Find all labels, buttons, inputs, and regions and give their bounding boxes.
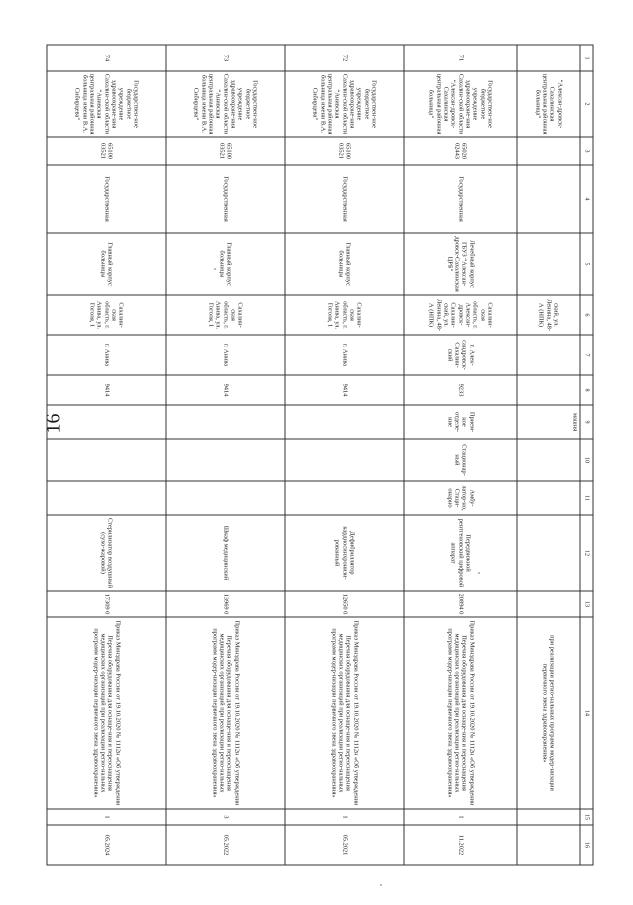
building: Лечебный корпус ГБУЗ “Алексан-дровск-Сахалинская ЦРБ” <box>404 233 517 295</box>
address: Сахалин-ская область, г. Алексан-дровск-Сахалин-ский, ул. Ленина, 48-А (НПК) <box>404 295 517 335</box>
care-form: Амбу-латор-но, Стаци-онарно <box>404 481 517 515</box>
col-header: 7 <box>580 335 593 375</box>
care-type <box>166 439 285 481</box>
price: 13969 0 <box>166 591 285 617</box>
equipment: Шкаф медицинский <box>166 515 285 591</box>
price: 12650 0 <box>285 591 404 617</box>
table-row <box>47 45 166 865</box>
col-header: 12 <box>580 515 593 591</box>
col-header: 13 <box>580 591 593 617</box>
table-row <box>166 45 285 865</box>
col-header: 3 <box>580 137 593 165</box>
building: Главный корпус больницы <box>166 233 285 295</box>
equipment-table <box>47 45 594 866</box>
col-header: 15 <box>580 809 593 825</box>
basis: Приказ Минздрава России от 19.10.2020 № 1112н «Об утверждении Перечня оборудования для оснаще-ния и переоснащения медицинских организаций при реализации регио-нальных программ модер-низации первичного звена здравоохранения» <box>47 617 166 809</box>
col-header: 1 <box>580 45 593 71</box>
building: Главный корпус больницы <box>285 233 404 295</box>
ownership: Государственная <box>166 165 285 233</box>
price: 17309 0 <box>47 591 166 617</box>
oktmo: 9233 <box>404 375 517 405</box>
basis: Приказ Минздрава России от 19.10.2020 № 1112н «Об утверждении Перечня оборудования для оснаще-ния и переоснащения медицинских организаций при реализации регио-нальных программ модер-низации первичного звена здравоохранения» <box>404 617 517 809</box>
scan-speck <box>478 572 480 574</box>
city: г. Анива <box>166 335 285 375</box>
org-code: 65020 02443 <box>404 137 517 165</box>
date: 05.2022 <box>166 825 285 865</box>
row-number: 72 <box>285 45 404 71</box>
department: Прием-ное отделе-ние <box>404 405 517 439</box>
col-header: 8 <box>580 375 593 405</box>
continuation-row <box>517 45 580 865</box>
col-header: 9 <box>580 405 593 439</box>
basis: Приказ Минздрава России от 19.10.2020 № 1112н «Об утверждении Перечня оборудования для оснаще-ния и переоснащения медицинских организаций при реализации регио-нальных программ модер-низации первичного звена здравоохранения» <box>166 617 285 809</box>
organization: Государствен-ное бюджетное учреждение здравоохране-ния Сахалин-ской области “Анивская центральная районная больница имени В.А. Сибирцева” <box>47 71 166 137</box>
date: 11.2022 <box>404 825 517 865</box>
city: г. Алек-сандровск-Сахалин-ский <box>404 335 517 375</box>
oktmo: 9414 <box>47 375 166 405</box>
organization: Государствен-ное бюджетное учреждение здравоохране-ния Сахалин-ской области “Анивская центральная районная больница имени В.А. Сибирцева” <box>166 71 285 137</box>
col-header: 5 <box>580 233 593 295</box>
scan-speck <box>380 884 382 886</box>
col-header: 14 <box>580 617 593 809</box>
basis: Приказ Минздрава России от 19.10.2020 № 1112н «Об утверждении Перечня оборудования для оснаще-ния и переоснащения медицинских организаций при реализации регио-нальных программ модер-низации первичного звена здравоохранения» <box>285 617 404 809</box>
equipment: Стерилизатор воздушный (сухо-жаровой) <box>47 515 166 591</box>
col-header: 16 <box>580 825 593 865</box>
page-number: 16 <box>42 413 65 434</box>
quantity: 3 <box>166 809 285 825</box>
table-row <box>404 45 517 865</box>
equipment: Передвижной рентгеновский цифровой аппарат <box>404 515 517 591</box>
row-number: 74 <box>47 45 166 71</box>
price: 20894 0 <box>404 591 517 617</box>
oktmo: 9414 <box>285 375 404 405</box>
row-number: 71 <box>404 45 517 71</box>
ownership: Государственная <box>404 165 517 233</box>
care-form <box>47 481 166 515</box>
org-code: 65100 03521 <box>285 137 404 165</box>
col-header: 11 <box>580 481 593 515</box>
care-type <box>285 439 404 481</box>
city: г. Анива <box>285 335 404 375</box>
ownership: Государственная <box>285 165 404 233</box>
care-form <box>285 481 404 515</box>
address: Сахалин-ская область, г. Анива, ул. Гоголя, 1 <box>285 295 404 335</box>
department <box>166 405 285 439</box>
address: Сахалин-ская область, г. Анива, ул. Гоголя, 1 <box>166 295 285 335</box>
care-form <box>166 481 285 515</box>
ownership: Государственная <box>47 165 166 233</box>
date: 05.2021 <box>285 825 404 865</box>
organization: Государствен-ное бюджетное учреждение здравоохране-ния Сахалин-ской области “Анивская центральная районная больница имени В.А. Сибирцева” <box>285 71 404 137</box>
org-code: 65100 03521 <box>47 137 166 165</box>
address: Сахалин-ская область, г. Анива, ул. Гоголя, 1 <box>47 295 166 335</box>
department <box>47 405 166 439</box>
row-number: 73 <box>166 45 285 71</box>
scan-speck <box>214 268 216 270</box>
building: Главный корпус больницы <box>47 233 166 295</box>
care-type: Стационар-ный <box>404 439 517 481</box>
equipment: Дефибриллятор кардиосинхронизи-рованный <box>285 515 404 591</box>
quantity: 1 <box>47 809 166 825</box>
city: г. Анива <box>47 335 166 375</box>
org-code: 65100 03521 <box>166 137 285 165</box>
care-type <box>47 439 166 481</box>
organization: Государствен-ное бюджетное учреждение здравоохране-ния Сахалин-ской области “Алексан-дровск-Сахалинская центральная районная больница” <box>404 71 517 137</box>
quantity: 1 <box>404 809 517 825</box>
oktmo: 9414 <box>166 375 285 405</box>
continuation-basis: при реализации регио-нальных программ модер-низации первичного звена здравоохранения» <box>517 617 580 809</box>
department <box>285 405 404 439</box>
header-row <box>580 45 593 865</box>
rotated-table-container <box>61 45 594 865</box>
col-header: 4 <box>580 165 593 233</box>
date: 05.2024 <box>47 825 166 865</box>
continuation-address: ский, ул. Ленина, 48-А (НПК) <box>517 295 580 335</box>
quantity: 1 <box>285 809 404 825</box>
col-header: 2 <box>580 71 593 137</box>
col-header: 6 <box>580 295 593 335</box>
continuation-org: “Алексан-дровск-Сахалинская центральная районная больница” <box>517 71 580 137</box>
continuation-dept: машня <box>517 405 580 439</box>
table-row <box>285 45 404 865</box>
col-header: 10 <box>580 439 593 481</box>
